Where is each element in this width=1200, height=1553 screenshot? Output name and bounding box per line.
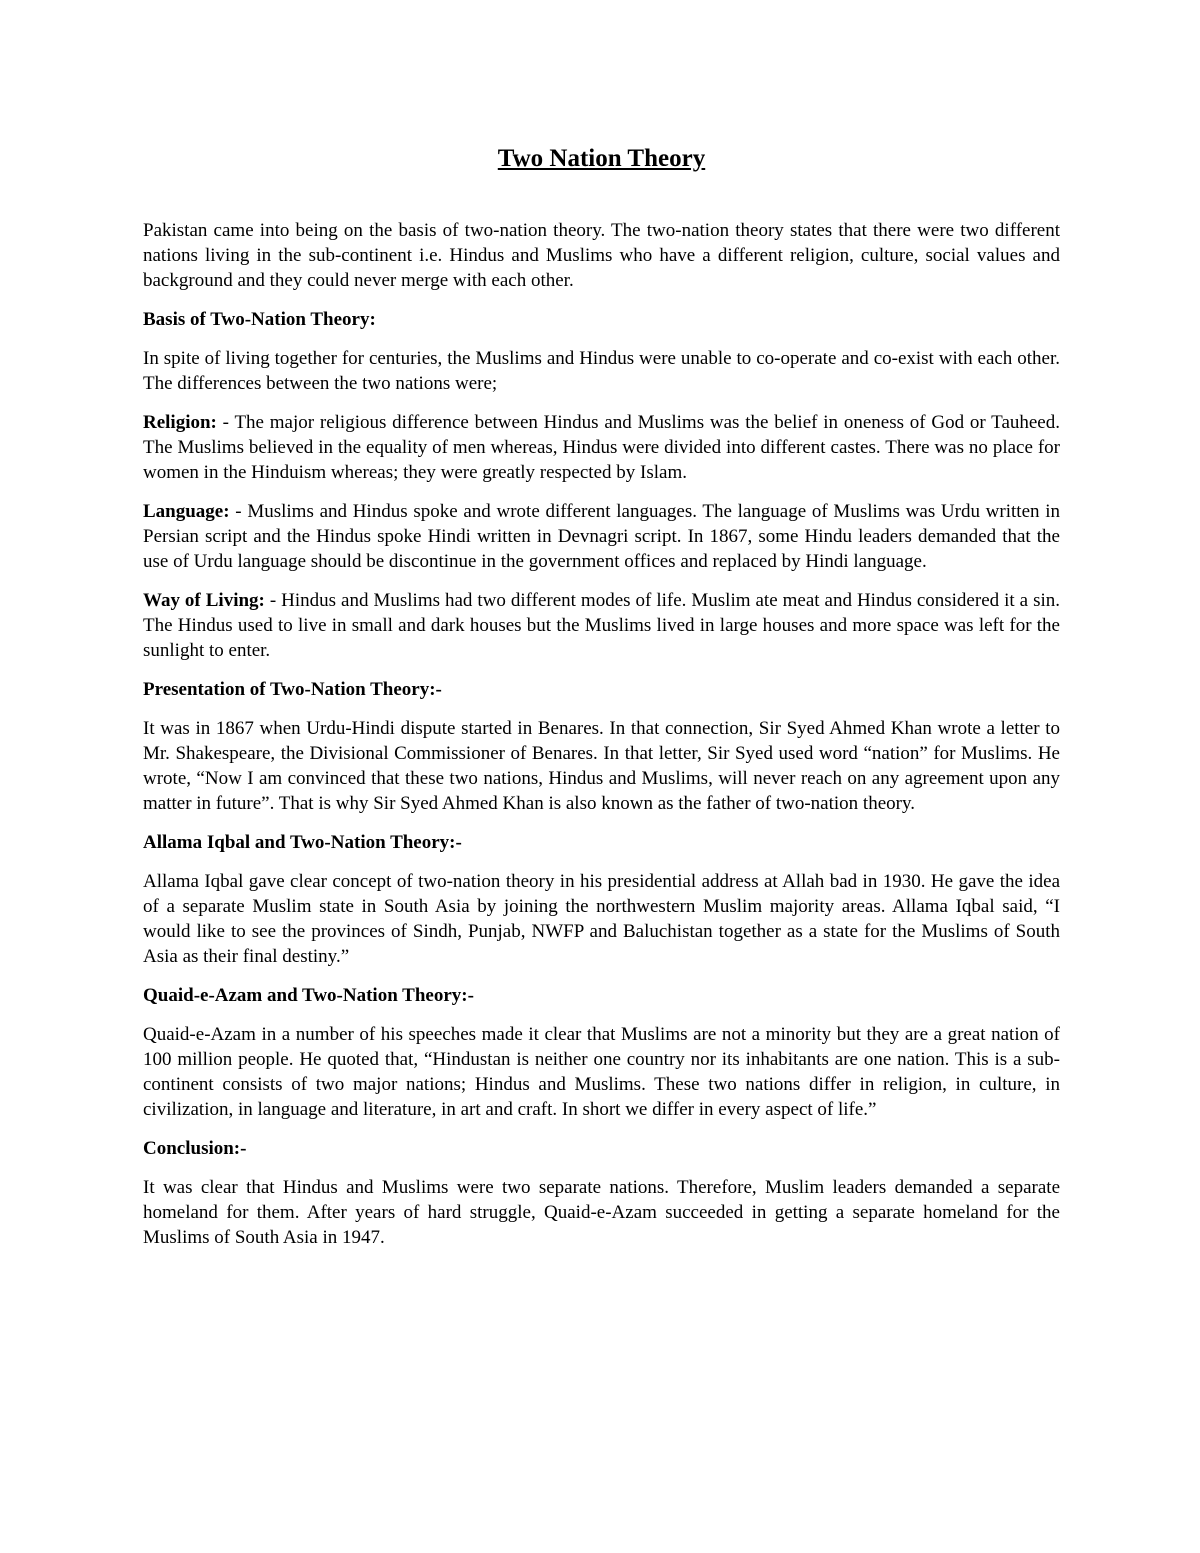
quaid-heading: Quaid-e-Azam and Two-Nation Theory:-	[143, 985, 474, 1006]
basis-heading: Basis of Two-Nation Theory:	[143, 309, 376, 330]
document-title: Two Nation Theory	[497, 145, 706, 172]
conclusion-heading: Conclusion:-	[143, 1138, 247, 1159]
document-page	[143, 142, 1060, 1264]
iqbal-paragraph: Allama Iqbal gave clear concept of two-nation theory in his presidential address at Allah bad in 1930. He gave the idea of a separate Muslim state in South Asia by joining the northwestern Muslim majority areas. Allama Iqbal said, “I would like to see the provinces of Sindh, Punjab, NWFP and Baluchistan together as a state for the Muslims of South Asia as their final destiny.”	[143, 871, 1060, 967]
living-label: Way of Living:	[143, 590, 265, 611]
language-paragraph	[143, 499, 1060, 574]
presentation-paragraph: It was in 1867 when Urdu-Hindi dispute started in Benares. In that connection, Sir Syed Ahmed Khan wrote a letter to Mr. Shakespeare, the Divisional Commissioner of Benares. In that letter, Sir Syed used word “nation” for Muslims. He wrote, “Now I am convinced that these two nations, Hindus and Muslims, will never reach on any agreement upon any matter in future”. That is why Sir Syed Ahmed Khan is also known as the father of two-nation theory.	[143, 718, 1060, 814]
conclusion-paragraph: It was clear that Hindus and Muslims were two separate nations. Therefore, Muslim leaders demanded a separate homeland for them. After years of hard struggle, Quaid-e-Azam succeeded in getting a separate homeland for the Muslims of South Asia in 1947.	[143, 1177, 1060, 1248]
language-label: Language:	[143, 501, 230, 522]
living-paragraph	[143, 588, 1060, 663]
iqbal-heading: Allama Iqbal and Two-Nation Theory:-	[143, 832, 462, 853]
religion-label: Religion:	[143, 412, 217, 433]
religion-text: - The major religious difference between Hindus and Muslims was the belief in oneness of God or Tauheed. The Muslims believed in the equality of men whereas, Hindus were divided into different castes. There was no place for women in the Hinduism whereas; they were greatly respected by Islam.	[143, 412, 1060, 483]
quaid-paragraph: Quaid-e-Azam in a number of his speeches made it clear that Muslims are not a minority but they are a great nation of 100 million people. He quoted that, “Hindustan is neither one country nor its inhabitants are one nation. This is a sub-continent consists of two major nations; Hindus and Muslims. These two nations differ in religion, in culture, in civilization, in language and literature, in art and craft. In short we differ in every aspect of life.”	[143, 1024, 1060, 1120]
presentation-heading: Presentation of Two-Nation Theory:-	[143, 679, 442, 700]
language-text: - Muslims and Hindus spoke and wrote different languages. The language of Muslims was Urdu written in Persian script and the Hindus spoke Hindi written in Devnagri script. In 1867, some Hindu leaders demanded that the use of Urdu language should be discontinue in the government offices and replaced by Hindi language.	[143, 501, 1060, 572]
basis-paragraph: In spite of living together for centuries, the Muslims and Hindus were unable to co-operate and co-exist with each other. The differences between the two nations were;	[143, 348, 1060, 394]
intro-paragraph: Pakistan came into being on the basis of two-nation theory. The two-nation theory states that there were two different nations living in the sub-continent i.e. Hindus and Muslims who have a different religion, culture, social values and background and they could never merge with each other.	[143, 220, 1060, 291]
living-text: - Hindus and Muslims had two different modes of life. Muslim ate meat and Hindus considered it a sin. The Hindus used to live in small and dark houses but the Muslims lived in large houses and more space was left for the sunlight to enter.	[143, 590, 1060, 661]
religion-paragraph	[143, 410, 1060, 485]
